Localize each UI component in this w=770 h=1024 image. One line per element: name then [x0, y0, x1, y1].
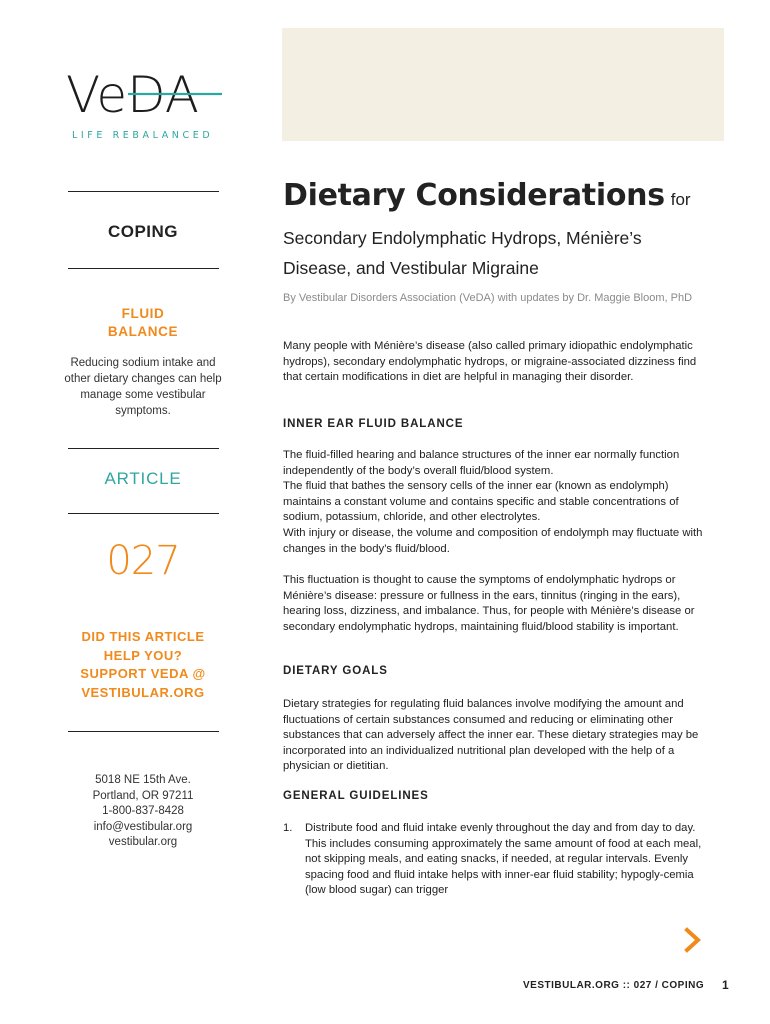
sidebar-divider — [68, 191, 219, 192]
support-line: VESTIBULAR.ORG — [81, 684, 205, 700]
subtitle-line: Secondary Endolymphatic Hydrops, Ménière’s — [283, 228, 642, 248]
list-item-number: 1. — [283, 822, 293, 834]
byline: By Vestibular Disorders Association (VeDA) with updates by Dr. Maggie Bloom, PhD — [283, 292, 693, 304]
paragraph-sentence: The fluid-filled hearing and balance structures of the inner ear normally function independently of the body’s overall fluid/blood system. — [283, 449, 680, 477]
subtitle-line: Disease, and Vestibular Migraine — [283, 258, 539, 278]
section-heading: GENERAL GUIDELINES — [283, 790, 429, 802]
page-subtitle — [283, 223, 713, 283]
page-title — [283, 178, 691, 213]
address-street: 5018 NE 15th Ave. — [95, 774, 191, 786]
article-label: ARTICLE — [104, 469, 182, 488]
fluid-balance-paragraph — [283, 448, 708, 557]
address-email[interactable]: info@vestibular.org — [93, 820, 193, 833]
page-number: 1 — [722, 978, 729, 992]
title-main: Dietary Considerations — [283, 178, 665, 213]
support-line: DID THIS ARTICLE — [81, 629, 205, 644]
contact-address — [60, 773, 226, 851]
category-summary: Reducing sodium intake and other dietary changes can help manage some vestibular symptoms. — [64, 357, 222, 417]
section-label: COPING — [107, 222, 179, 241]
dietary-goals-paragraph: Dietary strategies for regulating fluid balances involve modifying the amount and fluctuations of certain substances consumed and reducing or eliminating other substances that can adversely affect the inner ear. These dietary strategies may be incorporated into an individualized nutritional plan developed with the help of a physician or dietitian. — [283, 698, 699, 773]
footer-running-title: VESTIBULAR.ORG :: 027 / COPING — [523, 980, 705, 991]
category-line: BALANCE — [107, 324, 179, 339]
header-color-block — [282, 28, 724, 141]
support-line: HELP YOU? — [103, 647, 183, 663]
category-line: FLUID — [121, 306, 165, 321]
address-website[interactable]: vestibular.org — [108, 836, 178, 849]
address-phone[interactable]: 1-800-837-8428 — [102, 805, 184, 818]
section-heading: INNER EAR FLUID BALANCE — [283, 418, 464, 430]
sidebar-divider — [68, 513, 219, 514]
category-label — [60, 305, 226, 341]
chevron-right-icon[interactable] — [683, 927, 703, 958]
title-suffix: for — [670, 190, 691, 209]
support-callout[interactable] — [60, 628, 226, 702]
section-heading: DIETARY GOALS — [283, 665, 388, 677]
sidebar-divider — [68, 268, 219, 269]
paragraph-sentence: With injury or disease, the volume and composition of endolymph may fluctuate with changes in the body’s fluid/blood. — [283, 526, 703, 555]
sidebar-divider — [68, 731, 219, 732]
intro-paragraph: Many people with Ménière’s disease (also called primary idiopathic endolymphatic hydrops), secondary endolymphatic hydrops, or migraine-associated dizziness find that certain modifications in diet are helpful in managing their disorder. — [283, 340, 697, 384]
list-item-text: Distribute food and fluid intake evenly throughout the day and from day to day. This includes consuming approximately the same amount of food at each meal, not skipping meals, and eating snacks, if needed, at regular intervals. Evenly spacing food and fluid intake helps with inner-ear fluid stability; hypogly-cemia (low blood sugar) can trigger — [305, 822, 702, 897]
address-city: Portland, OR 97211 — [92, 789, 194, 802]
article-number: 027 — [106, 538, 180, 584]
paragraph-sentence: The fluid that bathes the sensory cells of the inner ear (known as endolymph) maintains a constant volume and contains specific and stable concentrations of sodium, potassium, chloride, and other electrolytes. — [283, 480, 679, 524]
logo-tagline: LIFE REBALANCED — [72, 130, 214, 141]
fluctuation-paragraph: This fluctuation is thought to cause the symptoms of endolymphatic hydrops or Ménière’s disease: pressure or fullness in the ears, tinnitus (ringing in the ears), hearing loss, dizziness, and imbalance. Thus, for people with Ménière’s disease or secondary endolymphatic hydrops, maintaining fluid/blood stability is important. — [283, 574, 695, 633]
support-line: SUPPORT VEDA @ — [80, 666, 206, 681]
sidebar-divider — [68, 448, 219, 449]
veda-logo[interactable] — [66, 70, 226, 122]
logo-wordmark-text: VeDA — [66, 70, 199, 122]
veda-wordmark — [66, 70, 226, 122]
